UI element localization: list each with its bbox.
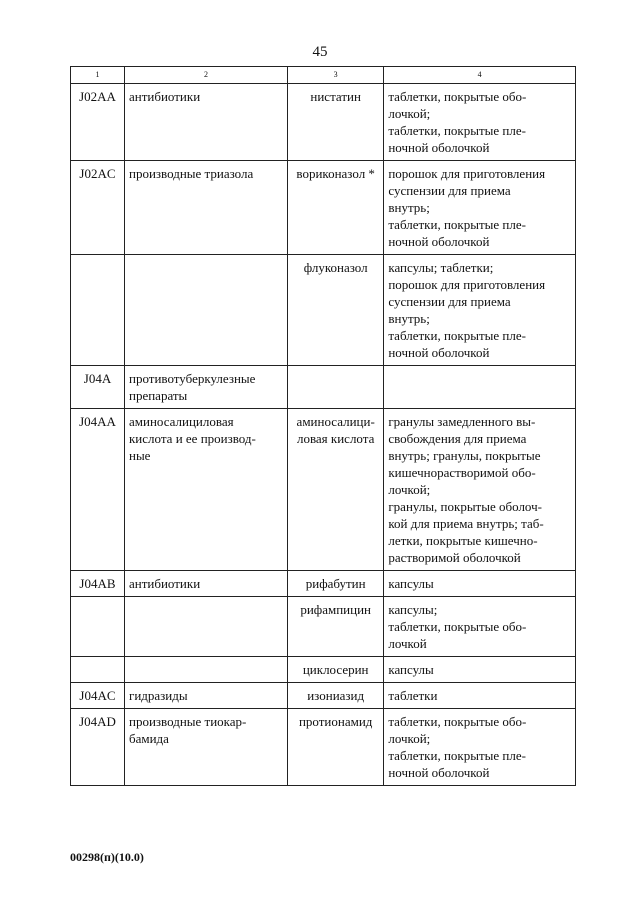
group-cell bbox=[124, 657, 287, 683]
group-cell: аминосалициловая кислота и ее производ- ные bbox=[124, 409, 287, 571]
atc-code-cell: J04AA bbox=[71, 409, 125, 571]
dosage-form-cell: таблетки bbox=[384, 683, 576, 709]
dosage-form-cell: капсулы; таблетки, покрытые обо- лочкой bbox=[384, 597, 576, 657]
group-cell bbox=[124, 255, 287, 366]
table-row bbox=[71, 709, 576, 786]
group-cell: гидразиды bbox=[124, 683, 287, 709]
drug-name-cell: рифампицин bbox=[288, 597, 384, 657]
atc-code-cell bbox=[71, 597, 125, 657]
group-cell: противотуберкулезные препараты bbox=[124, 366, 287, 409]
dosage-form-cell: таблетки, покрытые обо- лочкой; таблетки, покрытые пле- ночной оболочкой bbox=[384, 84, 576, 161]
drug-name-cell: нистатин bbox=[288, 84, 384, 161]
table-row bbox=[71, 657, 576, 683]
atc-code-cell: J04AD bbox=[71, 709, 125, 786]
drug-name-cell: рифабутин bbox=[288, 571, 384, 597]
group-cell: антибиотики bbox=[124, 84, 287, 161]
dosage-form-cell: гранулы замедленного вы- свобождения для приема внутрь; гранулы, покрытые кишечнорастворимой обо- лочкой; гранулы, покрытые оболоч- кой для приема внутрь; таб- летки, покрытые кишечно- растворимой оболочкой bbox=[384, 409, 576, 571]
drug-name-cell: флуконазол bbox=[288, 255, 384, 366]
dosage-form-cell: порошок для приготовления суспензии для приема внутрь; таблетки, покрытые пле- ночной оболочкой bbox=[384, 161, 576, 255]
column-header-group: 2 bbox=[124, 67, 287, 84]
table-row bbox=[71, 84, 576, 161]
table-header-row bbox=[71, 67, 576, 84]
table-row bbox=[71, 597, 576, 657]
column-header-code: 1 bbox=[71, 67, 125, 84]
document-footer-code: 00298(п)(10.0) bbox=[70, 850, 144, 864]
drug-name-cell: изониазид bbox=[288, 683, 384, 709]
table-row bbox=[71, 683, 576, 709]
dosage-form-cell: капсулы bbox=[384, 657, 576, 683]
column-header-form: 4 bbox=[384, 67, 576, 84]
table-row bbox=[71, 409, 576, 571]
group-cell bbox=[124, 597, 287, 657]
drug-name-cell: циклосерин bbox=[288, 657, 384, 683]
dosage-form-cell: капсулы; таблетки; порошок для приготовления суспензии для приема внутрь; таблетки, покрытые пле- ночной оболочкой bbox=[384, 255, 576, 366]
page-number: 45 bbox=[312, 44, 328, 60]
table-row bbox=[71, 571, 576, 597]
dosage-form-cell: таблетки, покрытые обо- лочкой; таблетки, покрытые пле- ночной оболочкой bbox=[384, 709, 576, 786]
group-cell: производные тиокар- бамида bbox=[124, 709, 287, 786]
atc-code-cell: J04A bbox=[71, 366, 125, 409]
atc-code-cell: J04AC bbox=[71, 683, 125, 709]
drug-name-cell: протионамид bbox=[288, 709, 384, 786]
table-row bbox=[71, 161, 576, 255]
atc-code-cell: J04AB bbox=[71, 571, 125, 597]
dosage-form-cell: капсулы bbox=[384, 571, 576, 597]
drug-name-cell bbox=[288, 366, 384, 409]
atc-code-cell bbox=[71, 255, 125, 366]
table-row bbox=[71, 255, 576, 366]
atc-code-cell: J02AC bbox=[71, 161, 125, 255]
atc-code-cell bbox=[71, 657, 125, 683]
table-row bbox=[71, 366, 576, 409]
group-cell: антибиотики bbox=[124, 571, 287, 597]
drug-name-cell: вориконазол * bbox=[288, 161, 384, 255]
group-cell: производные триазола bbox=[124, 161, 287, 255]
column-header-drug: 3 bbox=[288, 67, 384, 84]
dosage-form-cell bbox=[384, 366, 576, 409]
drug-table bbox=[70, 66, 576, 786]
atc-code-cell: J02AA bbox=[71, 84, 125, 161]
drug-name-cell: аминосалици- ловая кислота bbox=[288, 409, 384, 571]
